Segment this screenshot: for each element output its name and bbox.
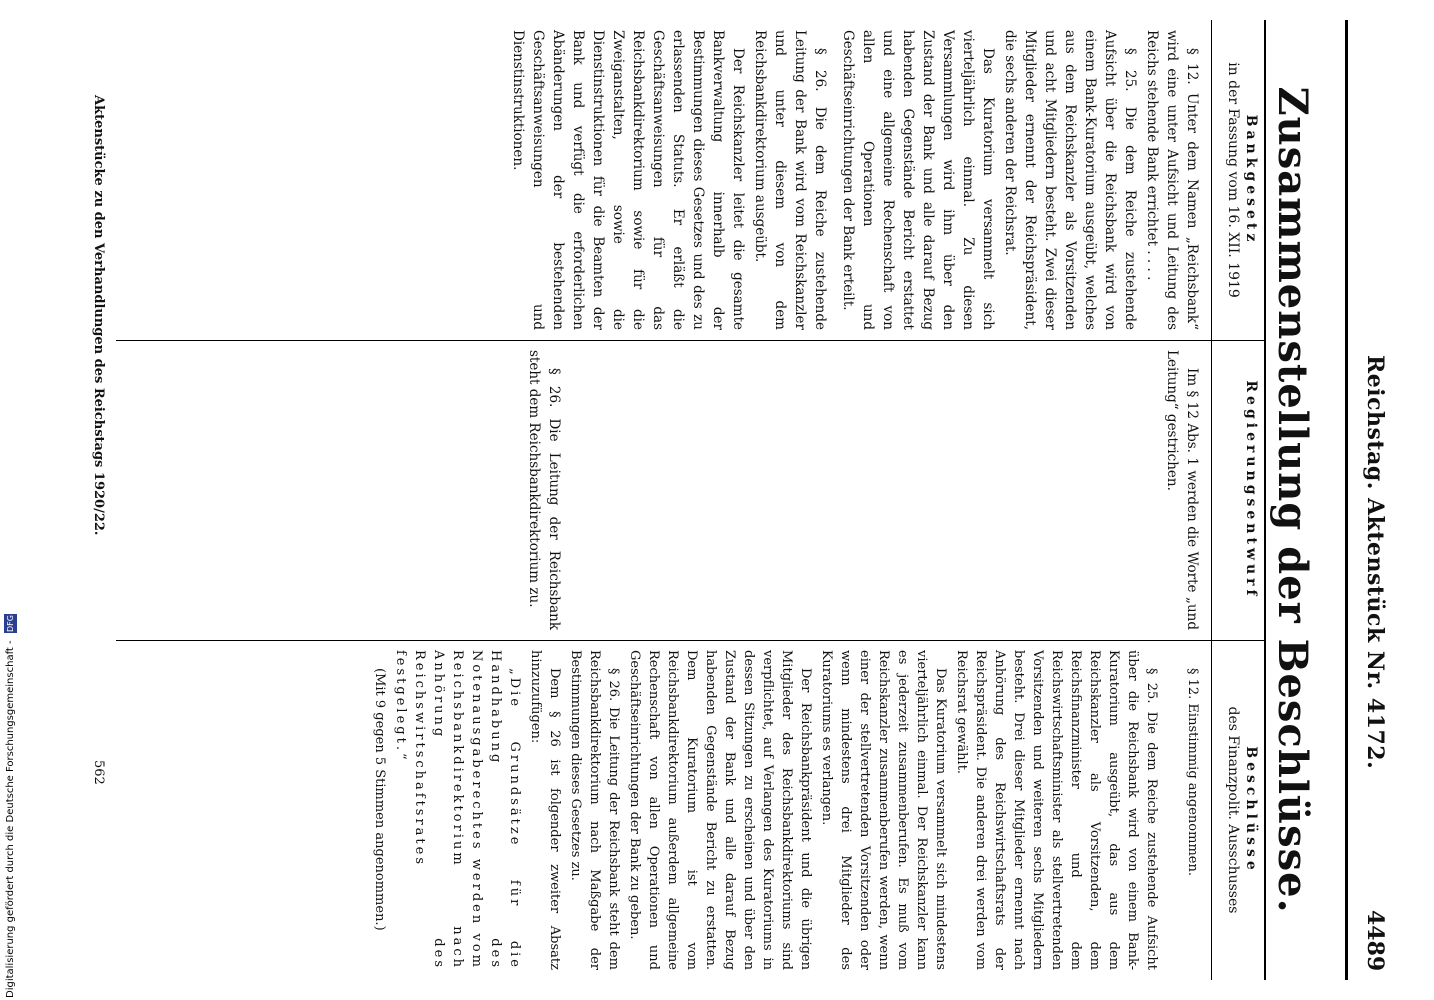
paragraph: § 25. Die dem Reiche zustehende Aufsicht über die Reichsbank wird von einem Bank-Kuratorium ausgeübt, welches aus dem Reichskanzler als Vorsitzenden und acht Mitgliedern besteht. Zwei dieser Mitglieder ernennt der Reichspräsident, die sechs anderen der Reichsrat. (1002, 30, 1138, 330)
column-header-title: Regierungsentwurf (1243, 380, 1259, 600)
column-header-beschluesse (1224, 640, 1260, 980)
column-divider-1 (116, 340, 1266, 341)
paragraph: Der Reichsbankpräsident und die übrigen Mitglieder des Reichsbankdirektoriums sind verpflichtet, auf Verlangen des Kuratoriums in dessen Sitzungen zu erscheinen und über den Zustand der Bank und alle darauf Bezug habenden Gegenstände Bericht zu erstatten. Dem Kuratorium ist vom Reichsbankdirektorium außerdem allgemeine Rechenschaft von allen Operationen und Geschäftseinrichtungen der Bank zu geben. (627, 650, 813, 970)
paragraph: § 26. Die dem Reiche zustehende Leitung der Bank wird vom Reichskanzler und unter diesem von dem Reichsbankdirektorium ausgeübt. (752, 30, 828, 330)
column-bankgesetz-text (506, 30, 1202, 330)
paragraph: § 26. Die Leitung der Reichsbank steht dem Reichsbankdirektorium nach Maßgabe der Bestimmungen dieses Gesetzes zu. (568, 650, 621, 970)
paragraph: § 12. Einstimmig angenommen. (1185, 668, 1200, 876)
header-running-title: Reichstag. Aktenstück Nr. 4172. (1362, 355, 1388, 770)
column-header-title: Bankgesetz (1243, 114, 1259, 246)
paragraph: § 26. Die Leitung der Reichsbank steht dem Reichsbankdirektorium zu. (526, 350, 562, 630)
column-header-regierungsentwurf (1242, 340, 1260, 640)
paragraph: Dem § 26 ist folgender zweiter Absatz hinzuzufügen: (528, 650, 562, 970)
column-regierungsentwurf-text (522, 350, 1202, 630)
digitization-note-text: Digitalisierung gefördert durch die Deutsche Forschungsgemeinschaft - (5, 640, 16, 998)
paragraph: § 12. Unter dem Namen „Reichsbank“ wird eine unter Aufsicht und Leitung des Reichs stehende Bank errichtet . . . . (1144, 30, 1200, 330)
column-header-subtitle: in der Fassung vom 16. XII. 1919 (1225, 62, 1241, 298)
header-rule (1345, 20, 1348, 980)
paragraph: § 25. Die dem Reiche zustehende Aufsicht über die Reichsbank wird von einem Bank-Kuratorium ausgeübt, das aus dem Reichskanzler als Vorsitzenden, dem Reichsfinanzminister und dem Reichswirtschaftsminister als stellvertretenden Vorsitzenden und weiteren sechs Mitgliedern besteht. Drei dieser Mitglieder ernennt nach Anhörung des Reichswirtschaftsrats der Reichspräsident. Die anderen drei werden vom Reichsrat gewählt. (954, 650, 1159, 970)
table-top-rule (1264, 20, 1266, 980)
digitization-note (4, 608, 20, 998)
header-page-number: 4489 (1362, 910, 1388, 972)
column-beschluesse-text (368, 650, 1202, 970)
paragraph: (Mit 9 gegen 5 Stimmen angenommen.) (372, 668, 387, 931)
page-header (1324, 0, 1434, 1000)
dfg-logo-icon: DFG (6, 615, 15, 633)
paragraph: Das Kuratorium versammelt sich vierteljährlich einmal. Zu diesen Versammlungen wird ihm über den Zustand der Bank und alle darauf Bezug habenden Gegenstände Bericht erstattet und eine allgemeine Rechenschaft von allen Operationen und Geschäftseinrichtungen der Bank erteilt. (840, 30, 996, 330)
table-head-rule (1211, 20, 1212, 980)
paragraph: Im § 12 Abs. 1 werden die Worte „und Leitung“ gestrichen. (1164, 350, 1200, 630)
footer-source: Aktenstücke zu den Verhandlungen des Reichstags 1920/22. (91, 95, 106, 536)
footer-page-number: 562 (91, 760, 106, 785)
paragraph: Der Reichskanzler leitet die gesamte Bankverwaltung innerhalb der Bestimmungen dieses Gesetzes und des zu erlassenden Statuts. Er erläßt die Geschäftsanweisungen für das Reichsbankdirektorium sowie für die Zweiganstalten, sowie die Dienstinstruktionen für die Beamten der Bank und verfügt die erforderlichen Abänderungen der bestehenden Geschäftsanweisungen und Dienstinstruktionen. (510, 30, 746, 330)
paragraph: „Die Grundsätze für die Handhabung des Notenausgaberechtes werden vom Reichsbankdirektorium nach Anhörung des Reichswirtschaftsrates festgelegt.“ (393, 650, 522, 970)
page-title: Zusammenstellung der Beschlüsse. (1269, 86, 1316, 914)
paragraph: Das Kuratorium versammelt sich mindestens vierteljährlich einmal. Der Reichskanzler kann es jederzeit zusammenberufen. Es muß vom Reichskanzler zusammenberufen werden, wenn einer der stellvertretenden Vorsitzenden oder wenn mindestens drei Mitglieder des Kuratoriums es verlangen. (819, 650, 948, 970)
column-header-bankgesetz (1224, 20, 1260, 340)
column-header-subtitle: des Finanzpolit. Ausschusses (1225, 706, 1241, 914)
column-divider-2 (116, 640, 1266, 641)
column-header-title: Beschlüsse (1243, 746, 1259, 874)
